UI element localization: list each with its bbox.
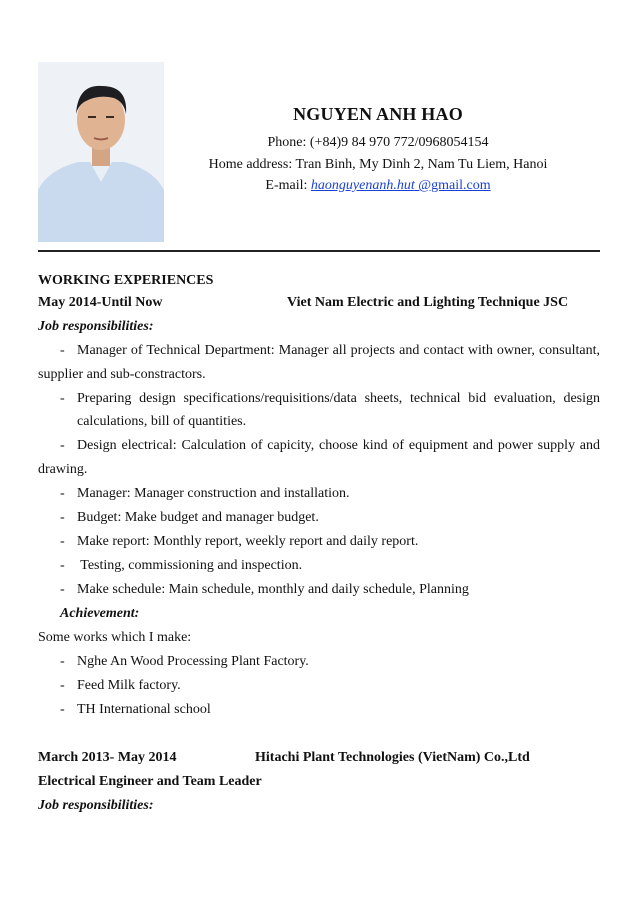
- section-title: WORKING EXPERIENCES: [38, 273, 214, 288]
- portrait-image: [38, 62, 164, 242]
- job1-item-6: Make report: Monthly report, weekly report and daily report.: [77, 534, 419, 549]
- job1-item-4: Manager: Manager construction and installation.: [77, 486, 350, 501]
- achievement-title: Achievement:: [60, 606, 140, 621]
- home-address-line: Home address: Tran Binh, My Dinh 2, Nam Tu Liem, Hanoi: [208, 157, 548, 172]
- job1-item-7: Testing, commissioning and inspection.: [77, 558, 303, 573]
- job1-item-3: Design electrical: Calculation of capicity, choose kind of equipment and power supply and: [77, 438, 600, 453]
- profile-photo: [38, 62, 164, 242]
- phone-line: Phone: (+84)9 84 970 772/0968054154: [267, 135, 489, 150]
- job1-item-1-cont: supplier and sub-constractors.: [38, 367, 206, 382]
- job2-company: Hitachi Plant Technologies (VietNam) Co.,Ltd: [255, 750, 530, 765]
- job1-item-2-cont: calculations, bill of quantities.: [77, 414, 247, 429]
- job1-item-8: Make schedule: Main schedule, monthly and daily schedule, Planning: [77, 582, 469, 597]
- email-domain: @gmail.com: [414, 178, 491, 193]
- job1-item-2: Preparing design specifications/requisitions/data sheets, technical bid evaluation, design: [77, 391, 600, 406]
- job2-responsibilities-title: Job responsibilities:: [38, 798, 154, 813]
- works-intro: Some works which I make:: [38, 630, 192, 645]
- work-item-3: TH International school: [77, 702, 211, 717]
- header-divider: [38, 250, 600, 252]
- job1-responsibilities-title: Job responsibilities:: [38, 319, 154, 334]
- email-line: [168, 178, 588, 194]
- work-item-2: Feed Milk factory.: [77, 678, 181, 693]
- job1-item-1: Manager of Technical Department: Manager all projects and contact with owner, consultant,: [77, 343, 600, 358]
- job2-period: March 2013- May 2014: [38, 750, 177, 765]
- candidate-name: NGUYEN ANH HAO: [293, 104, 463, 124]
- job1-company: Viet Nam Electric and Lighting Technique JSC: [287, 295, 569, 310]
- job1-item-3-cont: drawing.: [38, 462, 88, 477]
- email-label: E-mail:: [265, 178, 311, 193]
- work-item-1: Nghe An Wood Processing Plant Factory.: [77, 654, 309, 669]
- job1-period: May 2014-Until Now: [38, 295, 163, 310]
- email-username: haonguyenanh.hut: [310, 178, 415, 193]
- email-link[interactable]: [311, 178, 491, 193]
- job1-item-5: Budget: Make budget and manager budget.: [77, 510, 319, 525]
- job2-role: Electrical Engineer and Team Leader: [38, 774, 262, 789]
